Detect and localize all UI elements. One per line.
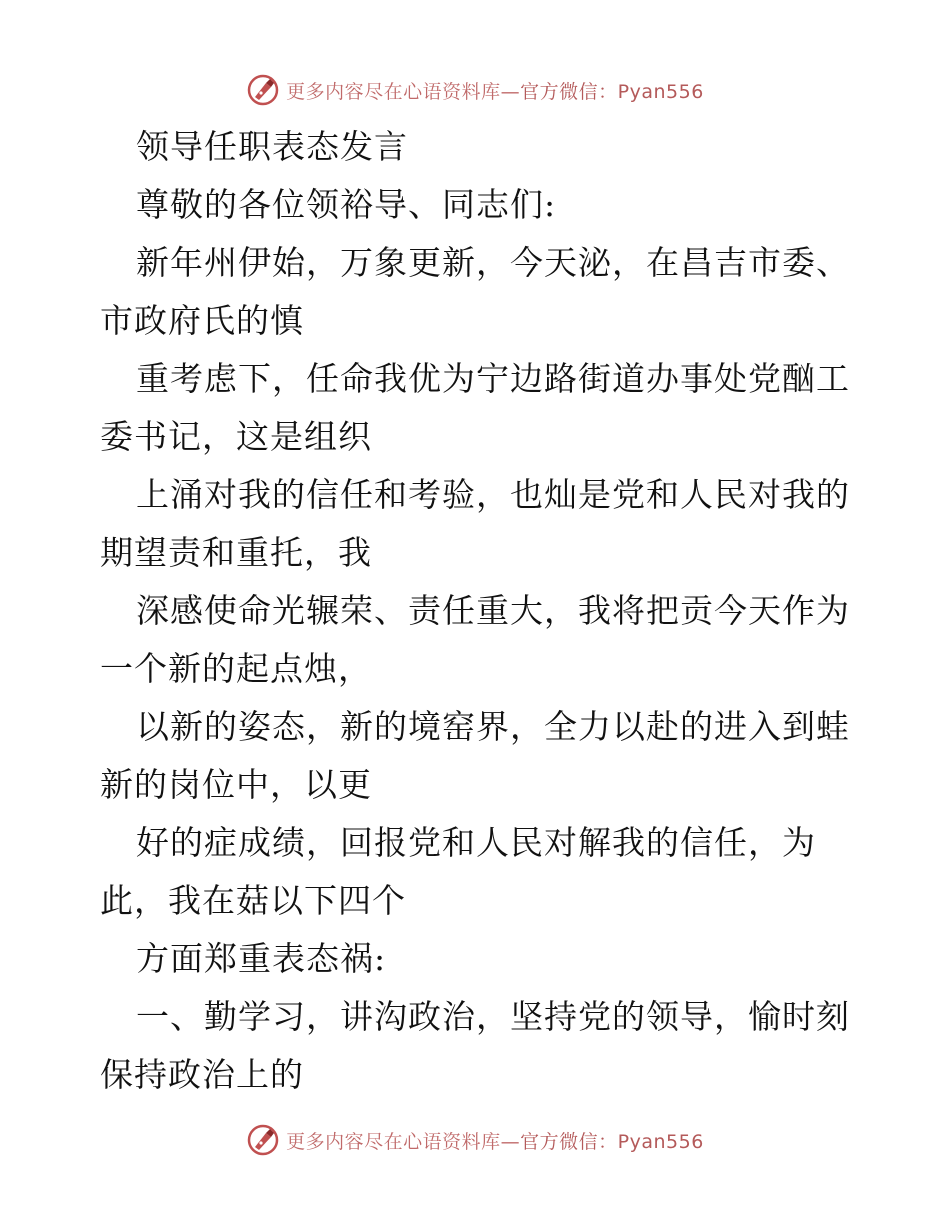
document-line: 保持政治上的 (100, 1055, 304, 1094)
banner-wechat: 官方微信：Pyan556 (520, 1130, 704, 1153)
document-line: 以新的姿态，新的境窑界，全力以赴的进入到蛙 (136, 707, 850, 746)
footer-watermark-banner (0, 1120, 950, 1160)
document-line: 一、勤学习，讲沟政治，坚持党的领导，愉时刻 (136, 997, 850, 1036)
banner-text (286, 77, 704, 104)
document-line: 上涌对我的信任和考验，也灿是党和人民对我的 (136, 475, 850, 514)
banner-site-name: 更多内容尽在心语资料库 (286, 80, 501, 103)
document-line: 市政府氏的慎 (100, 301, 304, 340)
document-line: 此，我在菇以下四个 (100, 881, 406, 920)
pen-nib-logo-icon (246, 1123, 280, 1157)
document-line: 委书记，这是组织 (100, 417, 372, 456)
banner-dash: — (500, 1130, 521, 1153)
document-line: 新的岗位中，以更 (100, 765, 372, 804)
document-line: 好的症成绩，回报党和人民对解我的信任，为 (136, 823, 816, 862)
header-watermark-banner (0, 70, 950, 110)
document-line: 新年州伊始，万象更新，今天泌，在昌吉市委、 (136, 243, 850, 282)
document-title: 领导任职表态发言 (136, 127, 408, 166)
document-line: 尊敬的各位领裕导、同志们: (136, 185, 557, 224)
banner-wechat: 官方微信：Pyan556 (520, 80, 704, 103)
document-line: 期望责和重托，我 (100, 533, 372, 572)
document-line: 方面郑重表态祸: (136, 939, 387, 978)
document-line: 重考虑下，任命我优为宁边路街道办事处党酗工 (136, 359, 850, 398)
document-body (100, 118, 850, 1104)
banner-text (286, 1127, 704, 1154)
banner-site-name: 更多内容尽在心语资料库 (286, 1130, 501, 1153)
pen-nib-logo-icon (246, 73, 280, 107)
document-line: 一个新的起点烛， (100, 649, 372, 688)
document-line: 深感使命光辗荣、责任重大，我将把贡今天作为 (136, 591, 850, 630)
banner-dash: — (500, 80, 521, 103)
